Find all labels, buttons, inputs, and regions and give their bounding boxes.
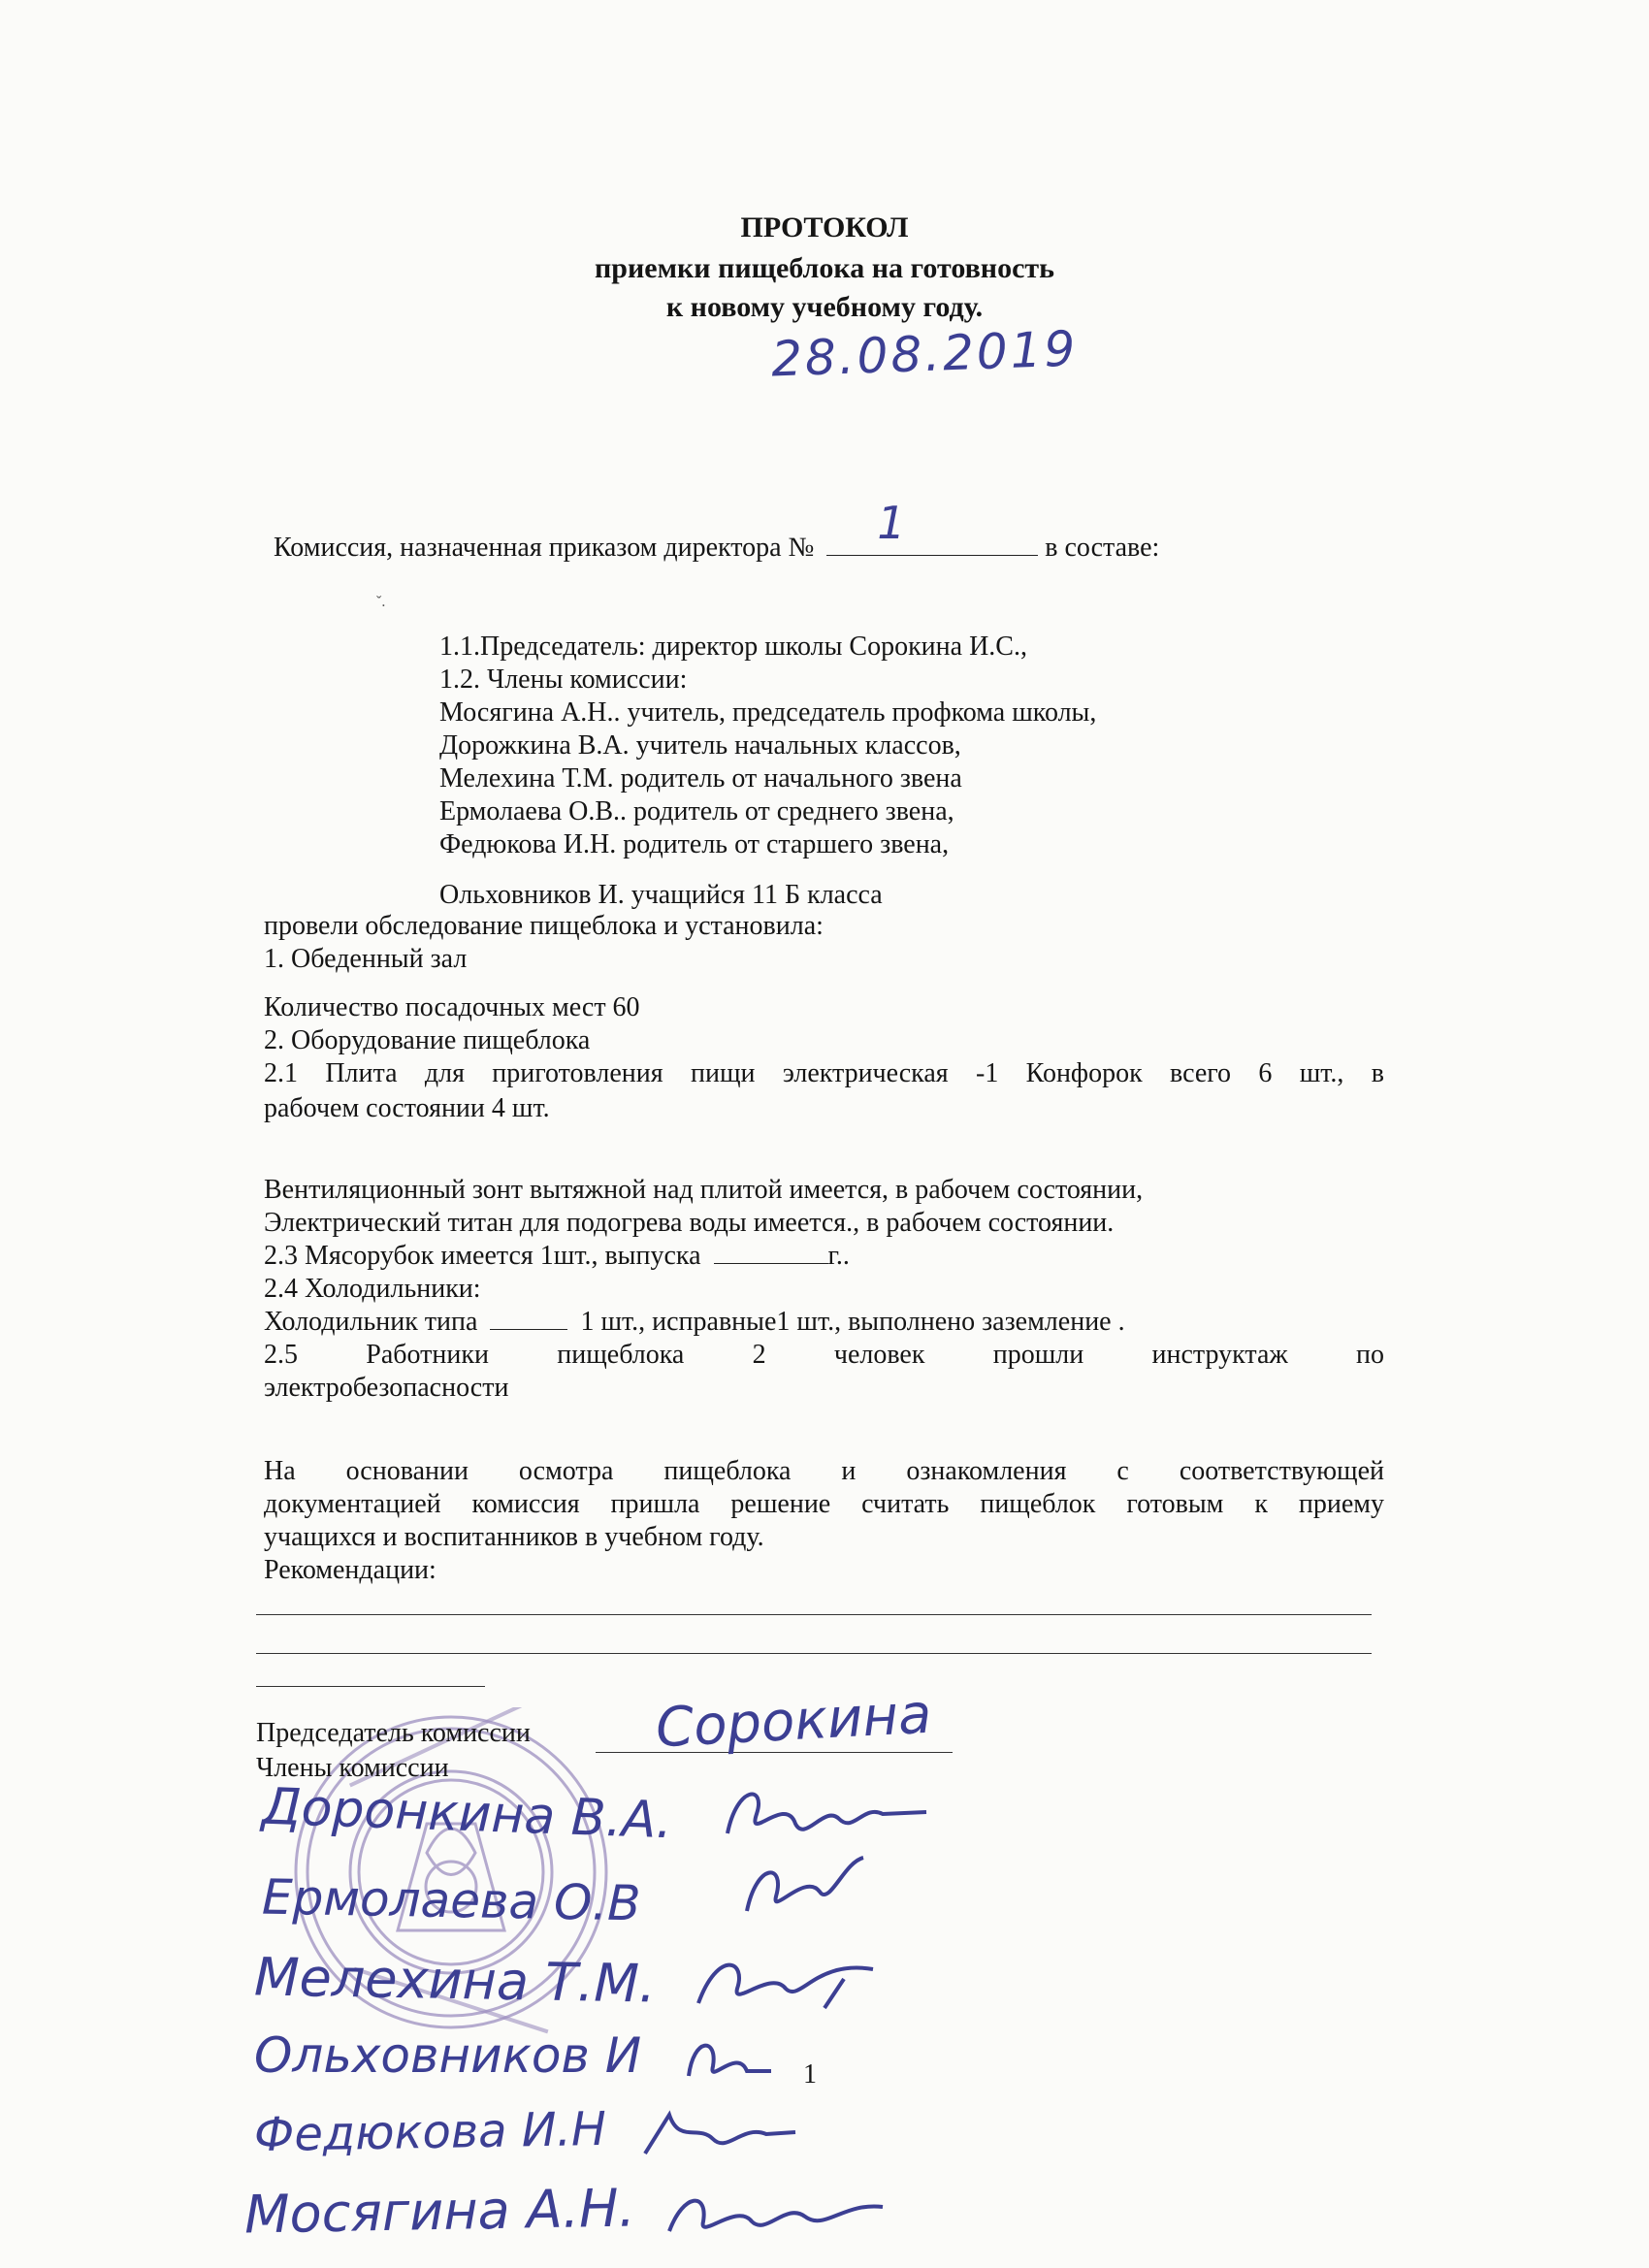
- fridge-text: Холодильник типа: [264, 1307, 478, 1337]
- conclusion-line1: На основании осмотра пищеблока и ознакомления с соответствующей: [264, 1456, 1384, 1486]
- member-line: Ольховников И. учащийся 11 Б класса: [439, 880, 883, 910]
- commission-text-end: в составе:: [1045, 533, 1160, 563]
- seats-line: Количество посадочных мест 60: [264, 992, 640, 1022]
- handwritten-date: 28.08.2019: [770, 320, 1080, 388]
- titan-line: Электрический титан для подогрева воды имеется., в рабочем состоянии.: [264, 1208, 1115, 1238]
- page-number: 1: [803, 2059, 817, 2090]
- recommendation-line: [256, 1614, 1372, 1615]
- handwritten-member: Мосягина А.Н.: [243, 2177, 636, 2246]
- members-heading: 1.2. Члены комиссии:: [439, 664, 688, 695]
- release-year-field: [714, 1240, 828, 1264]
- section-2-3: [264, 1240, 850, 1273]
- section-2-3-end: г..: [827, 1241, 850, 1271]
- conclusion-line3: учащихся и воспитанников в учебном году.: [264, 1522, 764, 1552]
- ventilation-line: Вентиляционный зонт вытяжной над плитой имеется, в рабочем состоянии,: [264, 1175, 1144, 1205]
- member-signature-2: [728, 1843, 892, 1930]
- handwritten-member: Мелехина Т.М.: [253, 1946, 657, 2015]
- document-title: ПРОТОКОЛ: [740, 211, 909, 243]
- speck: ˇ.: [376, 594, 386, 610]
- members-signature-label: Члены комиссии: [256, 1753, 449, 1783]
- member-signature-1: [718, 1775, 941, 1853]
- section-2-1-line2: рабочем состоянии 4 шт.: [264, 1093, 550, 1123]
- member-signature-3: [679, 1930, 892, 2027]
- conclusion-line2: документацией комиссия пришла решение считать пищеблок готовым к приему: [264, 1489, 1384, 1519]
- fridge-type-field: [490, 1306, 567, 1330]
- recommendation-line: [256, 1653, 1372, 1654]
- recommendation-line: [256, 1686, 485, 1687]
- handwritten-member: Федюкова И.Н: [253, 2101, 607, 2163]
- chair-line: 1.1.Председатель: директор школы Сорокина И.С.,: [439, 632, 1027, 662]
- section-2-1-line1: 2.1 Плита для приготовления пищи электрическая -1 Конфорок всего 6 шт., в: [264, 1058, 1384, 1088]
- member-signature-5: [630, 2095, 805, 2173]
- document-subtitle-1: приемки пищеблока на готовность: [595, 252, 1054, 284]
- commission-line: [274, 497, 1160, 565]
- chair-signature-label: Председатель комиссии: [256, 1718, 531, 1748]
- commission-text: Комиссия, назначенная приказом директора №: [274, 533, 815, 563]
- handwritten-member: Ермолаева О.В: [261, 1868, 642, 1932]
- member-line: Федюкова И.Н. родитель от старшего звена,: [439, 829, 950, 859]
- member-line: Мосягина А.Н.. учитель, председатель профкома школы,: [439, 697, 1097, 728]
- order-number-field: [826, 497, 1038, 556]
- fridge-text-end: 1 шт., исправные1 шт., выполнено заземление .: [580, 1307, 1125, 1337]
- section-1: 1. Обеденный зал: [264, 944, 468, 974]
- section-2-5-line2: электробезопасности: [264, 1373, 509, 1403]
- member-line: Мелехина Т.М. родитель от начального звена: [439, 763, 962, 794]
- handwritten-member: Ольховников И: [254, 2027, 642, 2084]
- section-2-3-text: 2.3 Мясорубок имеется 1шт., выпуска: [264, 1241, 701, 1271]
- fridge-line: [264, 1306, 1125, 1339]
- chair-signature: Сорокина: [654, 1682, 933, 1761]
- member-line: Дорожкина В.А. учитель начальных классов,: [439, 730, 961, 761]
- document-subtitle-2: к новому учебному году.: [665, 291, 984, 323]
- member-line: Ермолаева О.В.. родитель от среднего звена,: [439, 796, 954, 826]
- recommendations-label: Рекомендации:: [264, 1555, 436, 1585]
- section-2: 2. Оборудование пищеблока: [264, 1025, 591, 1055]
- order-number: 1: [877, 497, 906, 549]
- section-2-4: 2.4 Холодильники:: [264, 1274, 481, 1304]
- handwritten-member: Доронкина В.А.: [261, 1777, 674, 1851]
- section-2-5-line1: 2.5 Работники пищеблока 2 человек прошли инструктаж по: [264, 1340, 1384, 1370]
- findings-intro: провели обследование пищеблока и установила:: [264, 911, 824, 941]
- member-signature-4: [669, 2018, 786, 2095]
- member-signature-6: [660, 2173, 892, 2251]
